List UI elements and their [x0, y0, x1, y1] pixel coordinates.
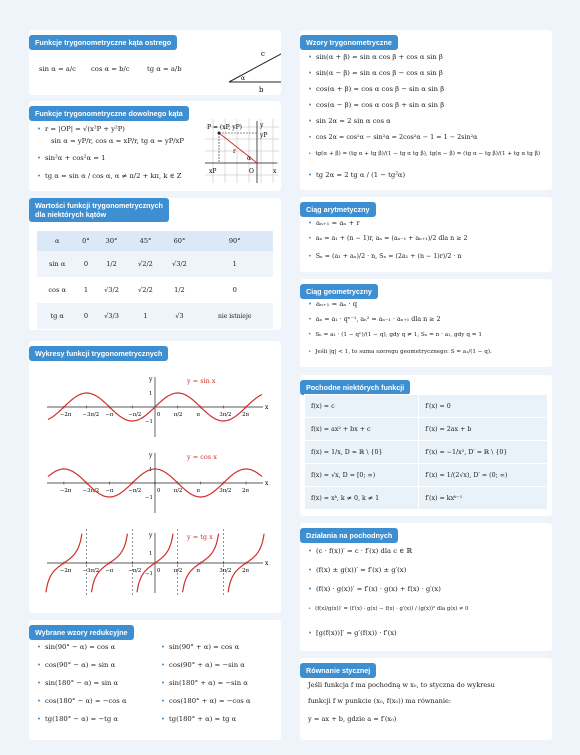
- sin-graph-tick-label: −π/2: [128, 412, 142, 418]
- values-header-cell: 90°: [228, 237, 241, 245]
- deriv-derivative: f′(x) = −1/x², D′ = ℝ \ {0}: [419, 441, 548, 464]
- y-axis-label: y: [260, 122, 264, 129]
- values-cell: 1/2: [106, 260, 117, 268]
- values-cell: 1: [143, 312, 148, 320]
- any-angle-box: [29, 101, 281, 191]
- sin-graph-tick-label: π: [196, 412, 201, 418]
- tg-graph-tick-label: −π: [105, 568, 114, 574]
- reduction-left-5: • tg(180° − α) = −tg α: [37, 716, 118, 723]
- function-graphs: [29, 359, 281, 611]
- cos-graph-y-label: y: [149, 452, 153, 459]
- tangent-line-3: y = ax + b, gdzie a = f′(x₀): [308, 715, 397, 723]
- trig-formulas-box: [300, 30, 552, 190]
- acute-cos: cos α = b/c: [91, 65, 130, 73]
- sin-graph-tick-label: π/2: [173, 412, 183, 418]
- yp-label: yP: [260, 132, 268, 139]
- values-cell: 1/2: [174, 286, 185, 294]
- tg-graph-tick-label: 3π/2: [219, 568, 232, 574]
- reduction-box: [29, 620, 281, 740]
- cos-graph-tick-label: π/2: [173, 488, 183, 494]
- unit-circle-diagram: [205, 119, 279, 183]
- geom-line-4: • Jeśli |q| < 1, to suma szeregu geometrycznego: S = a₁/(1 − q).: [308, 350, 492, 356]
- tg-graph-tick-label: 2π: [242, 568, 249, 574]
- reduction-left-4: • cos(180° − α) = −cos α: [37, 698, 127, 705]
- values-header-cell: 0°: [82, 237, 90, 245]
- derivatives-box: [300, 375, 552, 516]
- values-cell: 0: [83, 260, 89, 268]
- ops-line-5: • [g(f(x))]′ = g′(f(x)) · f′(x): [308, 630, 397, 637]
- tri-label-alpha: α: [241, 75, 246, 82]
- geometric-box: [300, 279, 552, 367]
- cos-graph-label: y = cos x: [187, 453, 217, 461]
- tri-label-b: b: [259, 86, 264, 94]
- values-title: Wartości funkcji trygonometrycznych dla niektórych kątów: [29, 198, 169, 222]
- radius-label: r: [233, 148, 236, 155]
- xp-label: xP: [209, 168, 217, 175]
- values-cell: 1: [232, 260, 237, 268]
- cos-graph-tick-label: −π/2: [128, 488, 142, 494]
- cos-graph-tick-label: −2π: [59, 488, 72, 494]
- any-angle-title: Funkcje trygonometryczne dowolnego kąta: [29, 106, 189, 121]
- origin-label: O: [249, 168, 254, 175]
- deriv-function: f(x) = xᵏ, k ≠ 0, k ≠ 1: [305, 487, 419, 510]
- tangent-line-1: Jeśli funkcja f ma pochodną w x₀, to styczna do wykresu: [308, 681, 495, 689]
- right-triangle-diagram: b a c α: [229, 40, 281, 95]
- derivative-ops-title: Działania na pochodnych: [300, 528, 398, 543]
- acute-angle-title: Funkcje trygonometryczne kąta ostrego: [29, 35, 177, 50]
- values-header-cell: 30°: [105, 237, 118, 245]
- tangent-line-2: funkcji f w punkcie (x₀, f(x₀)) ma równanie:: [308, 697, 452, 705]
- deriv-derivative: f′(x) = 1/(2√x), D′ = (0; ∞): [419, 464, 548, 487]
- values-cell: cos α: [48, 286, 66, 294]
- acute-tg: tg α = a/b: [147, 65, 182, 73]
- any-line-4: • tg α = sin α / cos α, α ≠ π/2 + kπ, k ∈ Z: [37, 173, 182, 180]
- geom-line-2: • aₙ = a₁ · qⁿ⁻¹, aₙ² = aₙ₋₁ · aₙ₊₁ dla n ≥ 2: [308, 317, 440, 323]
- deriv-function: f(x) = 1/x, D = ℝ \ {0}: [305, 441, 419, 464]
- point-p-label: P = (xP, yP): [207, 124, 243, 131]
- values-cell: 1: [83, 286, 89, 294]
- deriv-function: f(x) = ax² + bx + c: [305, 418, 419, 441]
- deriv-derivative: f′(x) = 2ax + b: [419, 418, 548, 441]
- deriv-derivative: f′(x) = kxᵏ⁻¹: [419, 487, 548, 510]
- derivatives-title: Pochodne niektórych funkcji: [300, 380, 410, 395]
- reduction-right-2: • cos(90° + α) = −sin α: [161, 662, 245, 669]
- graphs-box: [29, 341, 281, 613]
- geom-line-1: • aₙ₊₁ = aₙ · q: [308, 301, 357, 308]
- ops-line-3: • (f(x) · g(x))′ = f′(x) · g(x) + f(x) · g′(x): [308, 586, 441, 593]
- values-cell: tg α: [50, 312, 64, 320]
- any-line-1: • r = |OP| = √(x²P + y²P): [37, 126, 125, 133]
- tg-graph-tick-label: −2π: [59, 568, 72, 574]
- acute-angle-box: [29, 30, 300, 95]
- sin-graph-origin-label: 0: [157, 412, 161, 418]
- x-axis-label: x: [273, 168, 277, 175]
- reduction-right-3: • sin(180° + α) = −sin α: [161, 680, 248, 687]
- sin-graph-minus-one-label: −1: [145, 419, 153, 425]
- tg-graph-tick-label: −3π/2: [82, 568, 100, 574]
- tg-graph-x-label: x: [265, 560, 269, 567]
- deriv-function: f(x) = c: [305, 395, 419, 418]
- tangent-box: [300, 658, 552, 740]
- values-cell: √2/2: [138, 260, 153, 268]
- cos-graph-tick-label: 3π/2: [219, 488, 232, 494]
- reduction-right-1: • sin(90° + α) = cos α: [161, 644, 239, 651]
- values-header-cell: 45°: [139, 237, 152, 245]
- cos-graph-origin-label: 0: [157, 488, 161, 494]
- values-cell: nie istnieje: [218, 312, 252, 320]
- values-box: [29, 198, 281, 330]
- values-cell: sin α: [49, 260, 66, 268]
- trig-line-3: • cos(α + β) = cos α cos β − sin α sin β: [308, 86, 444, 93]
- trig-line-7: • tg(α + β) = (tg α + tg β)/(1 − tg α tg β), tg(α − β) = (tg α − tg β)/(1 + tg α tg β): [308, 152, 540, 158]
- values-cell: √3/2: [104, 286, 119, 294]
- values-cell: 0: [83, 312, 89, 320]
- cos-graph-x-label: x: [265, 480, 269, 487]
- deriv-function: f(x) = √x, D = [0; ∞): [305, 464, 419, 487]
- cos-graph-tick-label: π: [196, 488, 201, 494]
- ops-line-2: • (f(x) ± g(x))′ = f′(x) ± g′(x): [308, 567, 406, 574]
- arithmetic-title: Ciąg arytmetyczny: [300, 202, 376, 217]
- sin-graph-one-label: 1: [149, 391, 153, 397]
- tg-graph-tick-label: −π/2: [128, 568, 142, 574]
- tg-graph-minus-one-label: −1: [145, 571, 153, 577]
- deriv-derivative: f′(x) = 0: [419, 395, 548, 418]
- sin-graph-tick-label: −π: [105, 412, 114, 418]
- sin-graph-y-label: y: [149, 376, 153, 383]
- trig-line-5: • sin 2α = 2 sin α cos α: [308, 118, 391, 125]
- any-line-2: sin α = yP/r, cos α = xP/r, tg α = yP/xP: [51, 137, 184, 145]
- reduction-right-4: • cos(180° + α) = −cos α: [161, 698, 251, 705]
- tg-graph-y-label: y: [149, 532, 153, 539]
- sin-graph-tick-label: −2π: [59, 412, 72, 418]
- values-cell: √2/2: [138, 286, 153, 294]
- cos-graph-one-label: 1: [149, 467, 153, 473]
- values-header-cell: 60°: [173, 237, 186, 245]
- values-cell: √3/2: [172, 260, 187, 268]
- trig-line-4: • cos(α − β) = cos α cos β + sin α sin β: [308, 102, 444, 109]
- any-line-3: • sin²α + cos²α = 1: [37, 155, 105, 162]
- tangent-title: Równanie stycznej: [300, 663, 376, 678]
- values-table: [37, 231, 273, 329]
- sin-graph-x-label: x: [265, 404, 269, 411]
- trig-line-1: • sin(α + β) = sin α cos β + cos α sin β: [308, 54, 443, 61]
- tg-graph-origin-label: 0: [157, 568, 161, 574]
- sin-graph-tick-label: −3π/2: [82, 412, 100, 418]
- tg-graph-tick-label: π: [196, 568, 201, 574]
- graphs-title: Wykresy funkcji trygonometrycznych: [29, 346, 168, 361]
- tri-label-c: c: [261, 50, 265, 58]
- tg-graph-tick-label: π/2: [173, 568, 183, 574]
- derivatives-table: [304, 394, 548, 510]
- arith-line-3: • Sₙ = (a₁ + aₙ)/2 · n, Sₙ = (2a₁ + (n − 1)r)/2 · n: [308, 254, 461, 260]
- reduction-left-1: • sin(90° − α) = cos α: [37, 644, 115, 651]
- reduction-title: Wybrane wzory redukcyjne: [29, 625, 134, 640]
- trig-formulas-title: Wzory trygonometryczne: [300, 35, 398, 50]
- tg-graph-one-label: 1: [149, 551, 153, 557]
- ops-line-1: • (c · f(x))′ = c · f′(x) dla c ∈ ℝ: [308, 548, 412, 555]
- reduction-left-3: • sin(180° − α) = sin α: [37, 680, 118, 687]
- reduction-right-5: • tg(180° + α) = tg α: [161, 716, 236, 723]
- arith-line-2: • aₙ = a₁ + (n − 1)r, aₙ = (aₙ₋₁ + aₙ₊₁)/2 dla n ≥ 2: [308, 236, 467, 242]
- trig-line-6: • cos 2α = cos²α − sin²α = 2cos²α − 1 = 1 − 2sin²α: [308, 134, 477, 140]
- values-cell: 0: [232, 286, 237, 294]
- geometric-title: Ciąg geometryczny: [300, 284, 378, 299]
- sin-graph-tick-label: 2π: [242, 412, 249, 418]
- values-cell: √3: [175, 312, 184, 320]
- acute-sin: sin α = a/c: [39, 65, 76, 73]
- values-header-cell: α: [54, 237, 60, 245]
- derivative-ops-box: [300, 523, 552, 651]
- cos-graph-minus-one-label: −1: [145, 495, 153, 501]
- sin-graph-tick-label: 3π/2: [219, 412, 232, 418]
- angle-alpha-label: α: [247, 155, 252, 162]
- tg-graph-label: y = tg x: [187, 533, 213, 541]
- arithmetic-box: [300, 197, 552, 272]
- geom-line-3: • Sₙ = a₁ · (1 − qⁿ)/(1 − q), gdy q ≠ 1, Sₙ = n · a₁, gdy q = 1: [308, 333, 482, 339]
- reduction-left-2: • cos(90° − α) = sin α: [37, 662, 115, 669]
- cos-graph-tick-label: −π: [105, 488, 114, 494]
- arith-line-1: • aₙ₊₁ = aₙ + r: [308, 220, 360, 227]
- values-cell: √3/3: [104, 312, 119, 320]
- cos-graph-tick-label: −3π/2: [82, 488, 100, 494]
- trig-line-2: • sin(α − β) = sin α cos β − cos α sin β: [308, 70, 443, 77]
- sin-graph-label: y = sin x: [187, 377, 216, 385]
- ops-line-4: • (f(x)/g(x))′ = (f′(x) · g(x) − f(x) · g′(x)) / (g(x))² dla g(x) ≠ 0: [308, 607, 469, 612]
- trig-line-8: • tg 2α = 2 tg α / (1 − tg²α): [308, 172, 405, 179]
- cos-graph-tick-label: 2π: [242, 488, 249, 494]
